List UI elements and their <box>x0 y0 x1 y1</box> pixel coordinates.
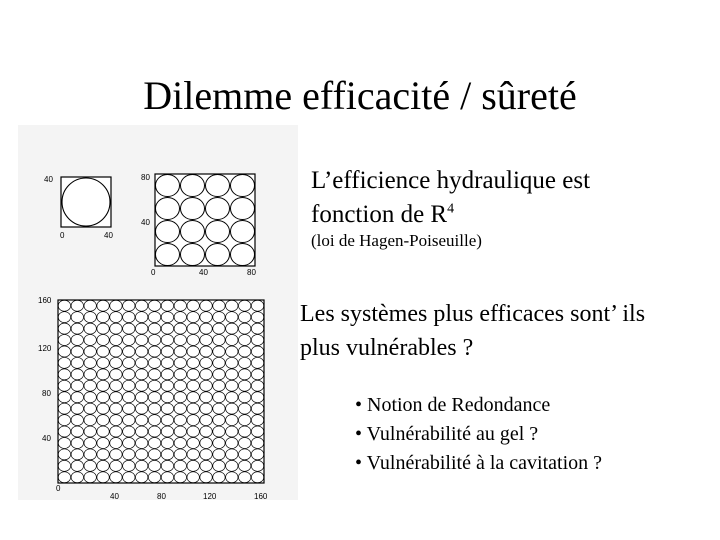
question-line-2: plus vulnérables ? <box>300 335 474 361</box>
panel-large-y-tick-40: 40 <box>42 434 51 443</box>
panel-medium-y-tick-40: 40 <box>141 218 150 227</box>
statement-exponent: 4 <box>447 201 455 217</box>
panel-medium <box>141 173 256 277</box>
panel-medium-origin: 0 <box>151 268 156 277</box>
panel-large <box>38 296 268 500</box>
slide-title: Dilemme efficacité / sûreté <box>143 73 577 118</box>
statement-line-2: fonction de R <box>311 201 448 228</box>
panel-small-origin: 0 <box>60 231 65 240</box>
statement-line-1: L’efficience hydraulique est <box>311 167 591 194</box>
hydraulic-efficiency-statement <box>311 164 590 232</box>
panel-large-x-tick-80: 80 <box>157 492 166 500</box>
panel-large-origin: 0 <box>56 484 61 493</box>
panel-small-y-tick: 40 <box>44 175 53 184</box>
panel-medium-x-tick-80: 80 <box>247 268 256 277</box>
panel-large-y-tick-80: 80 <box>42 389 51 398</box>
panel-medium-x-tick-40: 40 <box>199 268 208 277</box>
panel-large-y-tick-120: 120 <box>38 344 52 353</box>
panel-large-y-tick-160: 160 <box>38 296 52 305</box>
bullet-list <box>355 391 602 478</box>
panel-large-x-tick-160: 160 <box>254 492 268 500</box>
vulnerability-question <box>300 297 715 365</box>
panel-small-x-tick: 40 <box>104 231 113 240</box>
panel-medium-y-tick-80: 80 <box>141 173 150 182</box>
panel-large-x-tick-120: 120 <box>203 492 217 500</box>
bullet-item-redundancy: • Notion de Redondance <box>355 394 551 416</box>
bullet-item-frost: • Vulnérabilité au gel ? <box>355 423 539 445</box>
question-line-1: Les systèmes plus efficaces sont’ ils <box>300 301 646 327</box>
law-note: (loi de Hagen-Poiseuille) <box>311 231 482 250</box>
panel-large-x-tick-40: 40 <box>110 492 119 500</box>
panel-small <box>44 175 113 240</box>
bullet-item-cavitation: • Vulnérabilité à la cavitation ? <box>355 452 603 474</box>
vessel-packing-figure <box>18 125 298 500</box>
